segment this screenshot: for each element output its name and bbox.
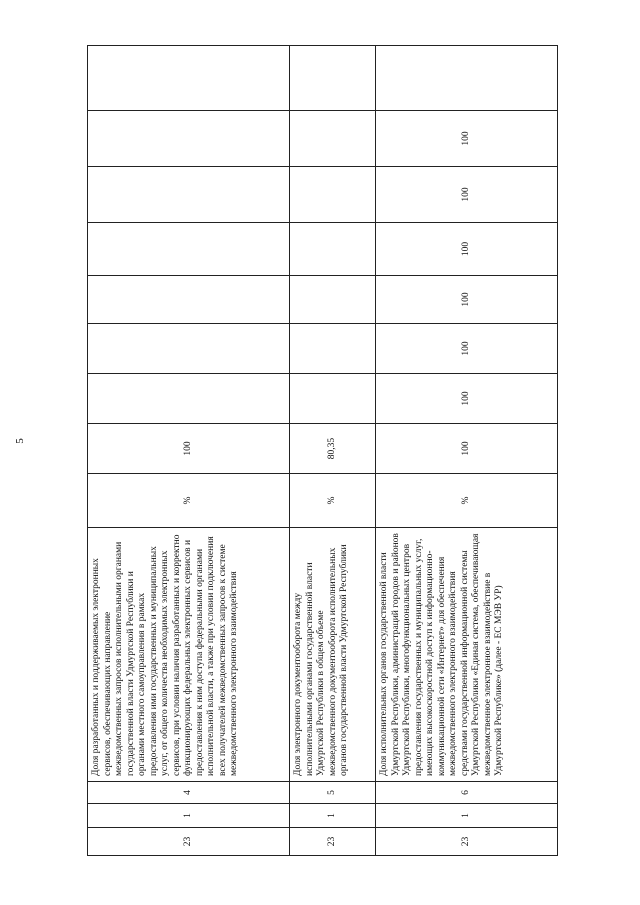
value-cell: 100 [376, 374, 558, 424]
value-cell [88, 223, 290, 276]
indicator-description: Доля разработанных и поддерживаемых электронных сервисов, обеспечивающих направление межведомственных запросов исполнительными органами государственной власти Удмуртской Республики и органами местного самоуправления в рамках предоставления ими государственных и муниципальных услуг, от общего количества необходимых электронных сервисов, при условии наличия разработанных и корректно функционирующих федеральных электронных сервисов и предоставления к ним доступа федеральными органами исполнительной власти, а также при условии подключения всех получателей межведомственных запросов к системе межведомственного электронного взаимодействия [88, 528, 290, 782]
value-cell [290, 374, 376, 424]
table-cell: 1 [376, 804, 558, 828]
value-cell: 80,35 [290, 424, 376, 474]
value-cell [88, 276, 290, 324]
value-cell: 100 [88, 424, 290, 474]
table-row [88, 46, 290, 856]
value-cell [290, 167, 376, 223]
value-cell: 100 [376, 111, 558, 167]
table-cell: 6 [376, 782, 558, 804]
value-cell: 100 [376, 424, 558, 474]
page-number: 5 [14, 438, 26, 444]
indicator-description: Доля электронного документооборота между исполнительными органами государственной власти Удмуртской Республики в общем объеме межведомственного документооборота исполнительных органов государственной власти Удмуртской Республики [290, 528, 376, 782]
value-cell [290, 276, 376, 324]
value-cell [290, 324, 376, 374]
indicators-table [87, 45, 558, 856]
value-cell [290, 223, 376, 276]
table-cell: 5 [290, 782, 376, 804]
value-cell [88, 111, 290, 167]
table-row [376, 46, 558, 856]
value-cell: 100 [376, 223, 558, 276]
table-row [290, 46, 376, 856]
table-cell: 23 [376, 828, 558, 856]
value-cell: 100 [376, 324, 558, 374]
indicator-description: Доля исполнительных органов государственной власти Удмуртской Республики, администраций городов и районов Удмуртской Республики, многофункциональных центров предоставления государственных и муниципальных услуг, имеющих высокоскоростной доступ к информационно-коммуникационной сети «Интернет» для обеспечения межведомственного электронного взаимодействия средствами государственной информационной системы Удмуртской Республики «Единая система, обеспечивающая межведомственное электронное взаимодействие в Удмуртской Республике» (далее - ЕС МЭВ УР) [376, 528, 558, 782]
table-cell: 1 [88, 804, 290, 828]
value-cell [88, 46, 290, 111]
value-cell [88, 167, 290, 223]
table-cell: 23 [290, 828, 376, 856]
value-cell [290, 111, 376, 167]
table-cell: 4 [88, 782, 290, 804]
value-cell [88, 324, 290, 374]
table-cell: 1 [290, 804, 376, 828]
value-cell [290, 46, 376, 111]
value-cell [376, 46, 558, 111]
value-cell: 100 [376, 167, 558, 223]
indicators-table-sheet [87, 46, 557, 856]
unit-cell: % [88, 474, 290, 528]
unit-cell: % [290, 474, 376, 528]
unit-cell: % [376, 474, 558, 528]
value-cell [88, 374, 290, 424]
value-cell: 100 [376, 276, 558, 324]
table-cell: 23 [88, 828, 290, 856]
